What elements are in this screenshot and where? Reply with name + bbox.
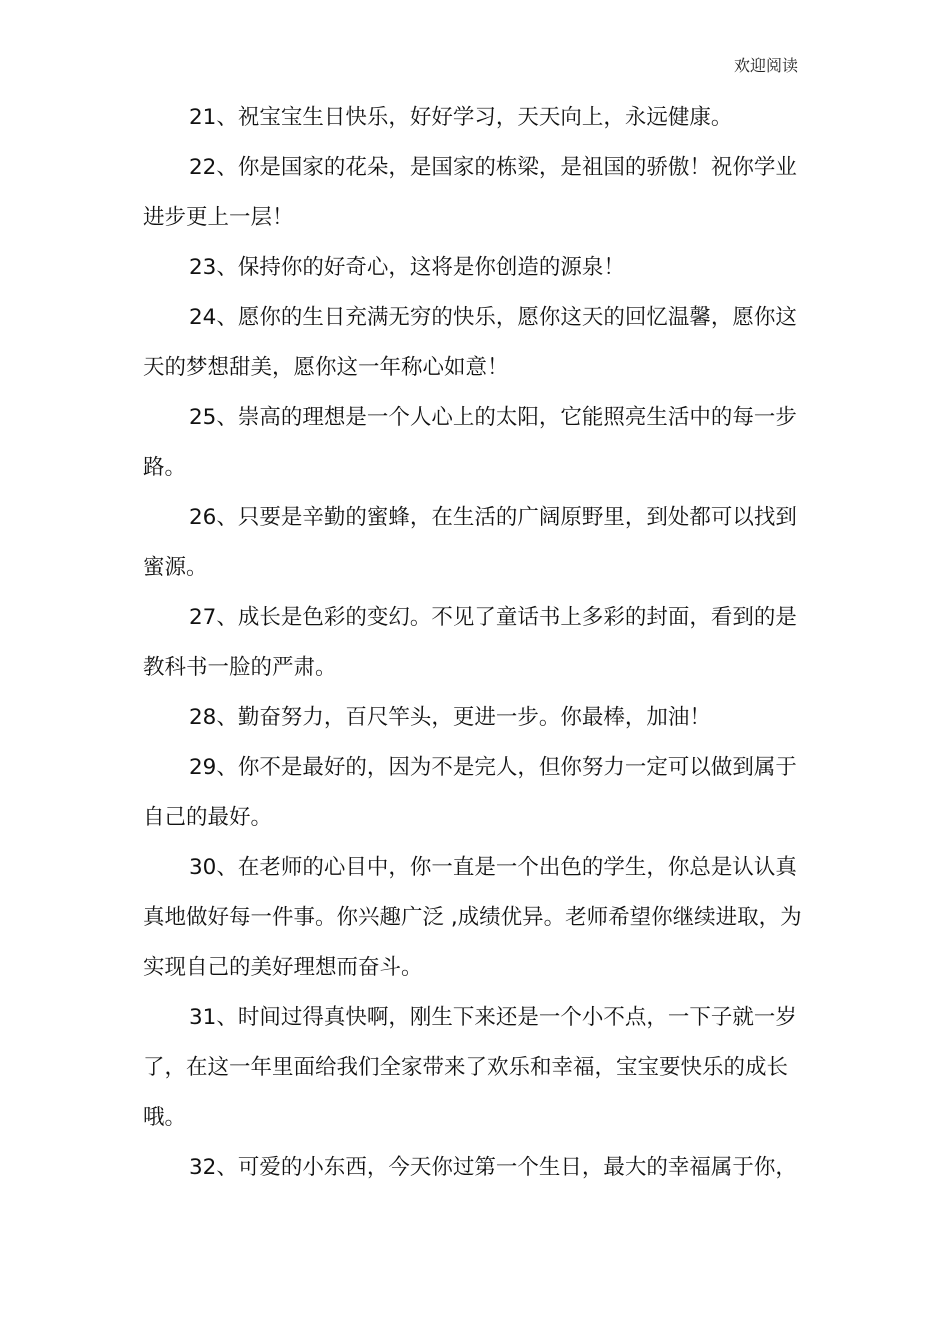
paragraph-21: 21、祝宝宝生日快乐，好好学习，天天向上，永远健康。 [189,105,733,130]
paragraph-24: 24、愿你的生日充满无穷的快乐，愿你这天的回忆温馨，愿你这天的梦想甜美，愿你这一年称心如意！ [143,305,797,380]
paragraph-31: 31、时间过得真快啊，刚生下来还是一个小不点，一下子就一岁了，在这一年里面给我们全家带来了欢乐和幸福，宝宝要快乐的成长哦。 [143,1005,797,1130]
paragraph-27: 27、成长是色彩的变幻。不见了童话书上多彩的封面，看到的是教科书一脸的严肃。 [143,605,797,680]
paragraph-29: 29、你不是最好的，因为不是完人，但你努力一定可以做到属于自己的最好。 [143,755,797,830]
paragraph-30: 30、在老师的心目中，你一直是一个出色的学生，你总是认认真真地做好每一件事。你兴趣广泛 ,成绩优异。老师希望你继续进取，为实现自己的美好理想而奋斗。 [143,855,802,980]
paragraph-28: 28、勤奋努力，百尺竿头，更进一步。你最棒，加油！ [189,705,711,730]
paragraph-23: 23、保持你的好奇心，这将是你创造的源泉！ [189,255,625,280]
paragraph-25: 25、崇高的理想是一个人心上的太阳，它能照亮生活中的每一步路。 [143,405,797,480]
paragraph-22: 22、你是国家的花朵，是国家的栋梁，是祖国的骄傲！祝你学业进步更上一层！ [143,155,797,230]
paragraph-26: 26、只要是辛勤的蜜蜂，在生活的广阔原野里，到处都可以找到蜜源。 [143,505,797,580]
page-header-label: 欢迎阅读 [733,56,798,75]
document-body [143,93,807,1193]
paragraph-32: 32、可爱的小东西，今天你过第一个生日，最大的幸福属于你， [189,1155,797,1180]
